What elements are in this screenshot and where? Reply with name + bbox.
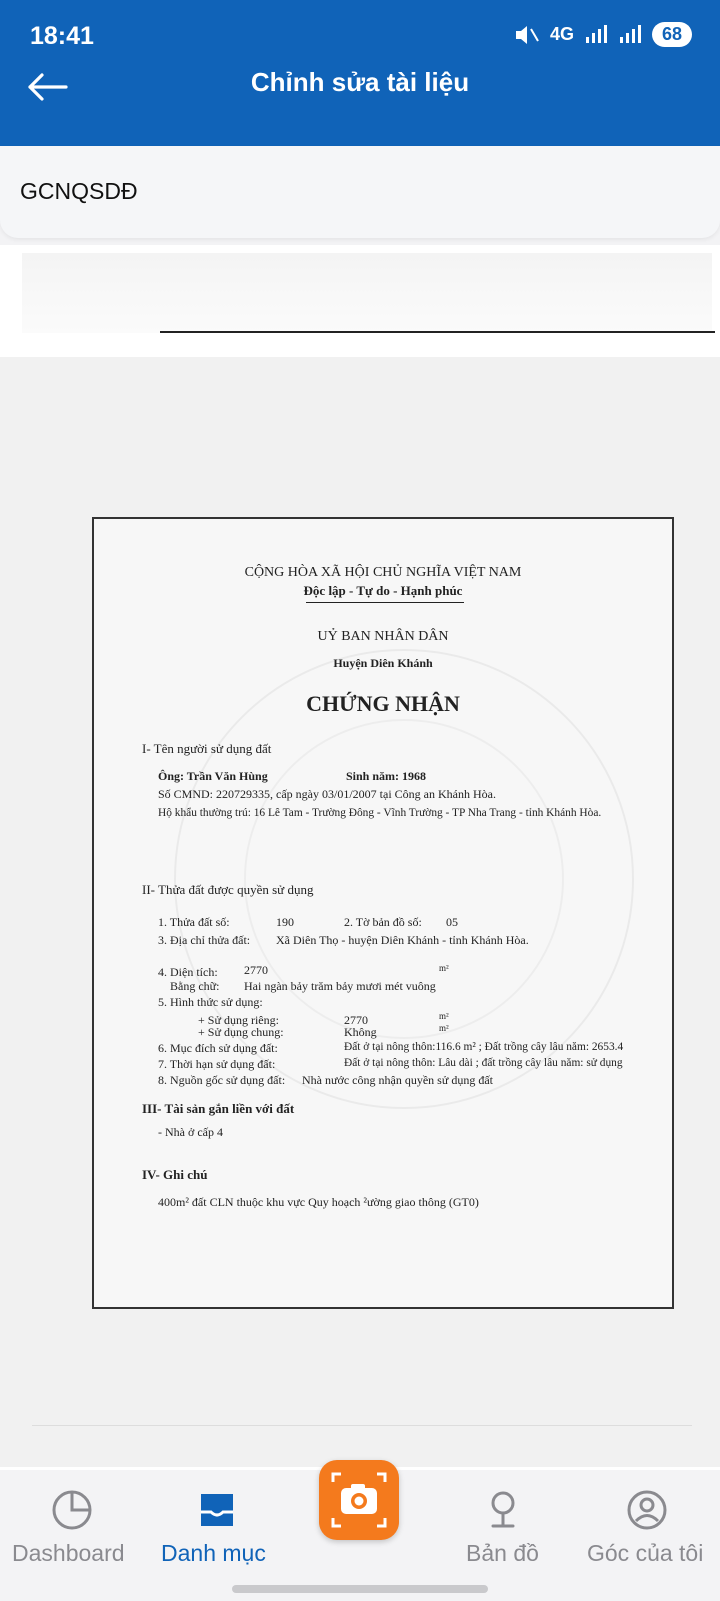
area-words: Hai ngàn bảy trăm bảy mươi mét vuông — [244, 979, 436, 993]
shared-use-label: + Sử dụng chung: — [198, 1025, 284, 1039]
network-type: 4G — [549, 24, 574, 44]
bottom-nav — [0, 1470, 720, 1601]
certificate-frame — [92, 517, 674, 1309]
shared-use-value: Không — [344, 1025, 377, 1039]
area-value: 2770 — [244, 963, 268, 977]
section-1-title: I- Tên người sử dụng đất — [142, 741, 272, 756]
shared-use-unit: m² — [439, 1023, 449, 1033]
origin-label: 8. Nguồn gốc sử dụng đất: — [158, 1073, 286, 1087]
tab-dashboard-label: Dashboard — [12, 1540, 125, 1566]
purpose-label: 6. Mục đích sử dụng đất: — [158, 1041, 278, 1055]
section-2-title: II- Thửa đất được quyền sử dụng — [142, 882, 314, 897]
profile-icon — [625, 1488, 669, 1532]
origin-value: Nhà nước công nhận quyền sử dụng đất — [302, 1073, 493, 1087]
tab-goc-cua-toi-label: Góc của tôi — [587, 1540, 704, 1566]
private-use-unit: m² — [439, 1011, 449, 1021]
note-text: 400m² đất CLN thuộc khu vực Quy hoạch ²ường giao thông (GT0) — [158, 1195, 479, 1209]
cert-nation: CỘNG HÒA XÃ HỘI CHỦ NGHĨA VIỆT NAM — [244, 565, 522, 580]
cert-motto: Độc lập - Tự do - Hạnh phúc — [303, 583, 463, 598]
tab-ban-do-label: Bản đồ — [466, 1540, 539, 1566]
cert-district: Huyện Diên Khánh — [333, 656, 433, 670]
cert-heading: CHỨNG NHẬN — [306, 691, 460, 716]
map-label: 2. Tờ bản đồ số: — [344, 915, 422, 929]
private-use-value: 2770 — [344, 1013, 368, 1027]
document-scan[interactable] — [0, 245, 720, 1470]
document-name[interactable]: GCNQSDĐ — [20, 178, 138, 204]
status-bar — [0, 0, 720, 72]
inbox-icon — [195, 1488, 239, 1532]
parcel-value: 190 — [276, 915, 294, 929]
private-use-label: + Sử dụng riêng: — [198, 1013, 279, 1027]
map-pin-icon — [481, 1488, 525, 1532]
tab-ban-do[interactable] — [430, 1470, 575, 1580]
usage-form-label: 5. Hình thức sử dụng: — [158, 995, 263, 1009]
term-value: Đất ở tại nông thôn: Lâu dài ; đất trồng cây lâu năm: sử dụng — [344, 1057, 623, 1069]
tab-dashboard[interactable] — [0, 1470, 145, 1580]
asset-item: - Nhà ở cấp 4 — [158, 1125, 223, 1139]
section-3-title: III- Tài sản gắn liền với đất — [142, 1101, 295, 1116]
term-label: 7. Thời hạn sử dụng đất: — [158, 1057, 276, 1071]
status-time: 18:41 — [30, 22, 94, 50]
location-label: 3. Địa chỉ thửa đất: — [158, 933, 251, 947]
tab-goc-cua-toi[interactable] — [575, 1470, 720, 1580]
scan-bottom-edge — [32, 1425, 692, 1426]
signal-icon — [584, 25, 608, 45]
signal-icon-2 — [618, 25, 642, 45]
mute-icon — [514, 24, 540, 46]
page-title: Chỉnh sửa tài liệu — [250, 67, 470, 97]
home-indicator — [232, 1585, 488, 1593]
scan-paper — [0, 357, 720, 1467]
owner-id: Số CMND: 220729335, cấp ngày 03/01/2007 tại Công an Khánh Hòa. — [158, 787, 496, 801]
camera-icon — [319, 1460, 399, 1540]
cert-authority: UỶ BAN NHÂN DÂN — [317, 629, 449, 644]
area-label: 4. Diện tích: — [158, 965, 218, 979]
app-bar — [0, 0, 720, 146]
owner-birth: Sinh năm: 1968 — [346, 769, 427, 783]
section-4-title: IV- Ghi chú — [142, 1167, 208, 1182]
dashboard-icon — [50, 1488, 94, 1532]
parcel-label: 1. Thửa đất số: — [158, 915, 230, 929]
area-words-label: Bằng chữ: — [170, 979, 220, 993]
camera-button[interactable] — [319, 1460, 399, 1540]
tab-danh-muc[interactable] — [145, 1470, 290, 1580]
owner-address: Hộ khẩu thường trú: 16 Lê Tam - Trường Đông - Vĩnh Trường - TP Nha Trang - tỉnh Khánh Hòa. — [158, 807, 602, 819]
scan-top-strip — [22, 253, 712, 333]
motto-underline — [306, 602, 464, 603]
status-icons — [514, 22, 692, 47]
location-value: Xã Diên Thọ - huyện Diên Khánh - tỉnh Khánh Hòa. — [276, 933, 529, 947]
scan-divider — [160, 331, 715, 333]
purpose-value: Đất ở tại nông thôn:116.6 m² ; Đất trồng cây lâu năm: 2653.4 — [344, 1041, 624, 1053]
battery-badge: 68 — [652, 22, 692, 47]
map-value: 05 — [446, 915, 458, 929]
owner-name: Ông: Trần Văn Hùng — [158, 769, 268, 783]
document-name-bar — [0, 146, 720, 238]
tab-danh-muc-label: Danh mục — [161, 1540, 266, 1566]
area-unit: m² — [439, 963, 449, 973]
